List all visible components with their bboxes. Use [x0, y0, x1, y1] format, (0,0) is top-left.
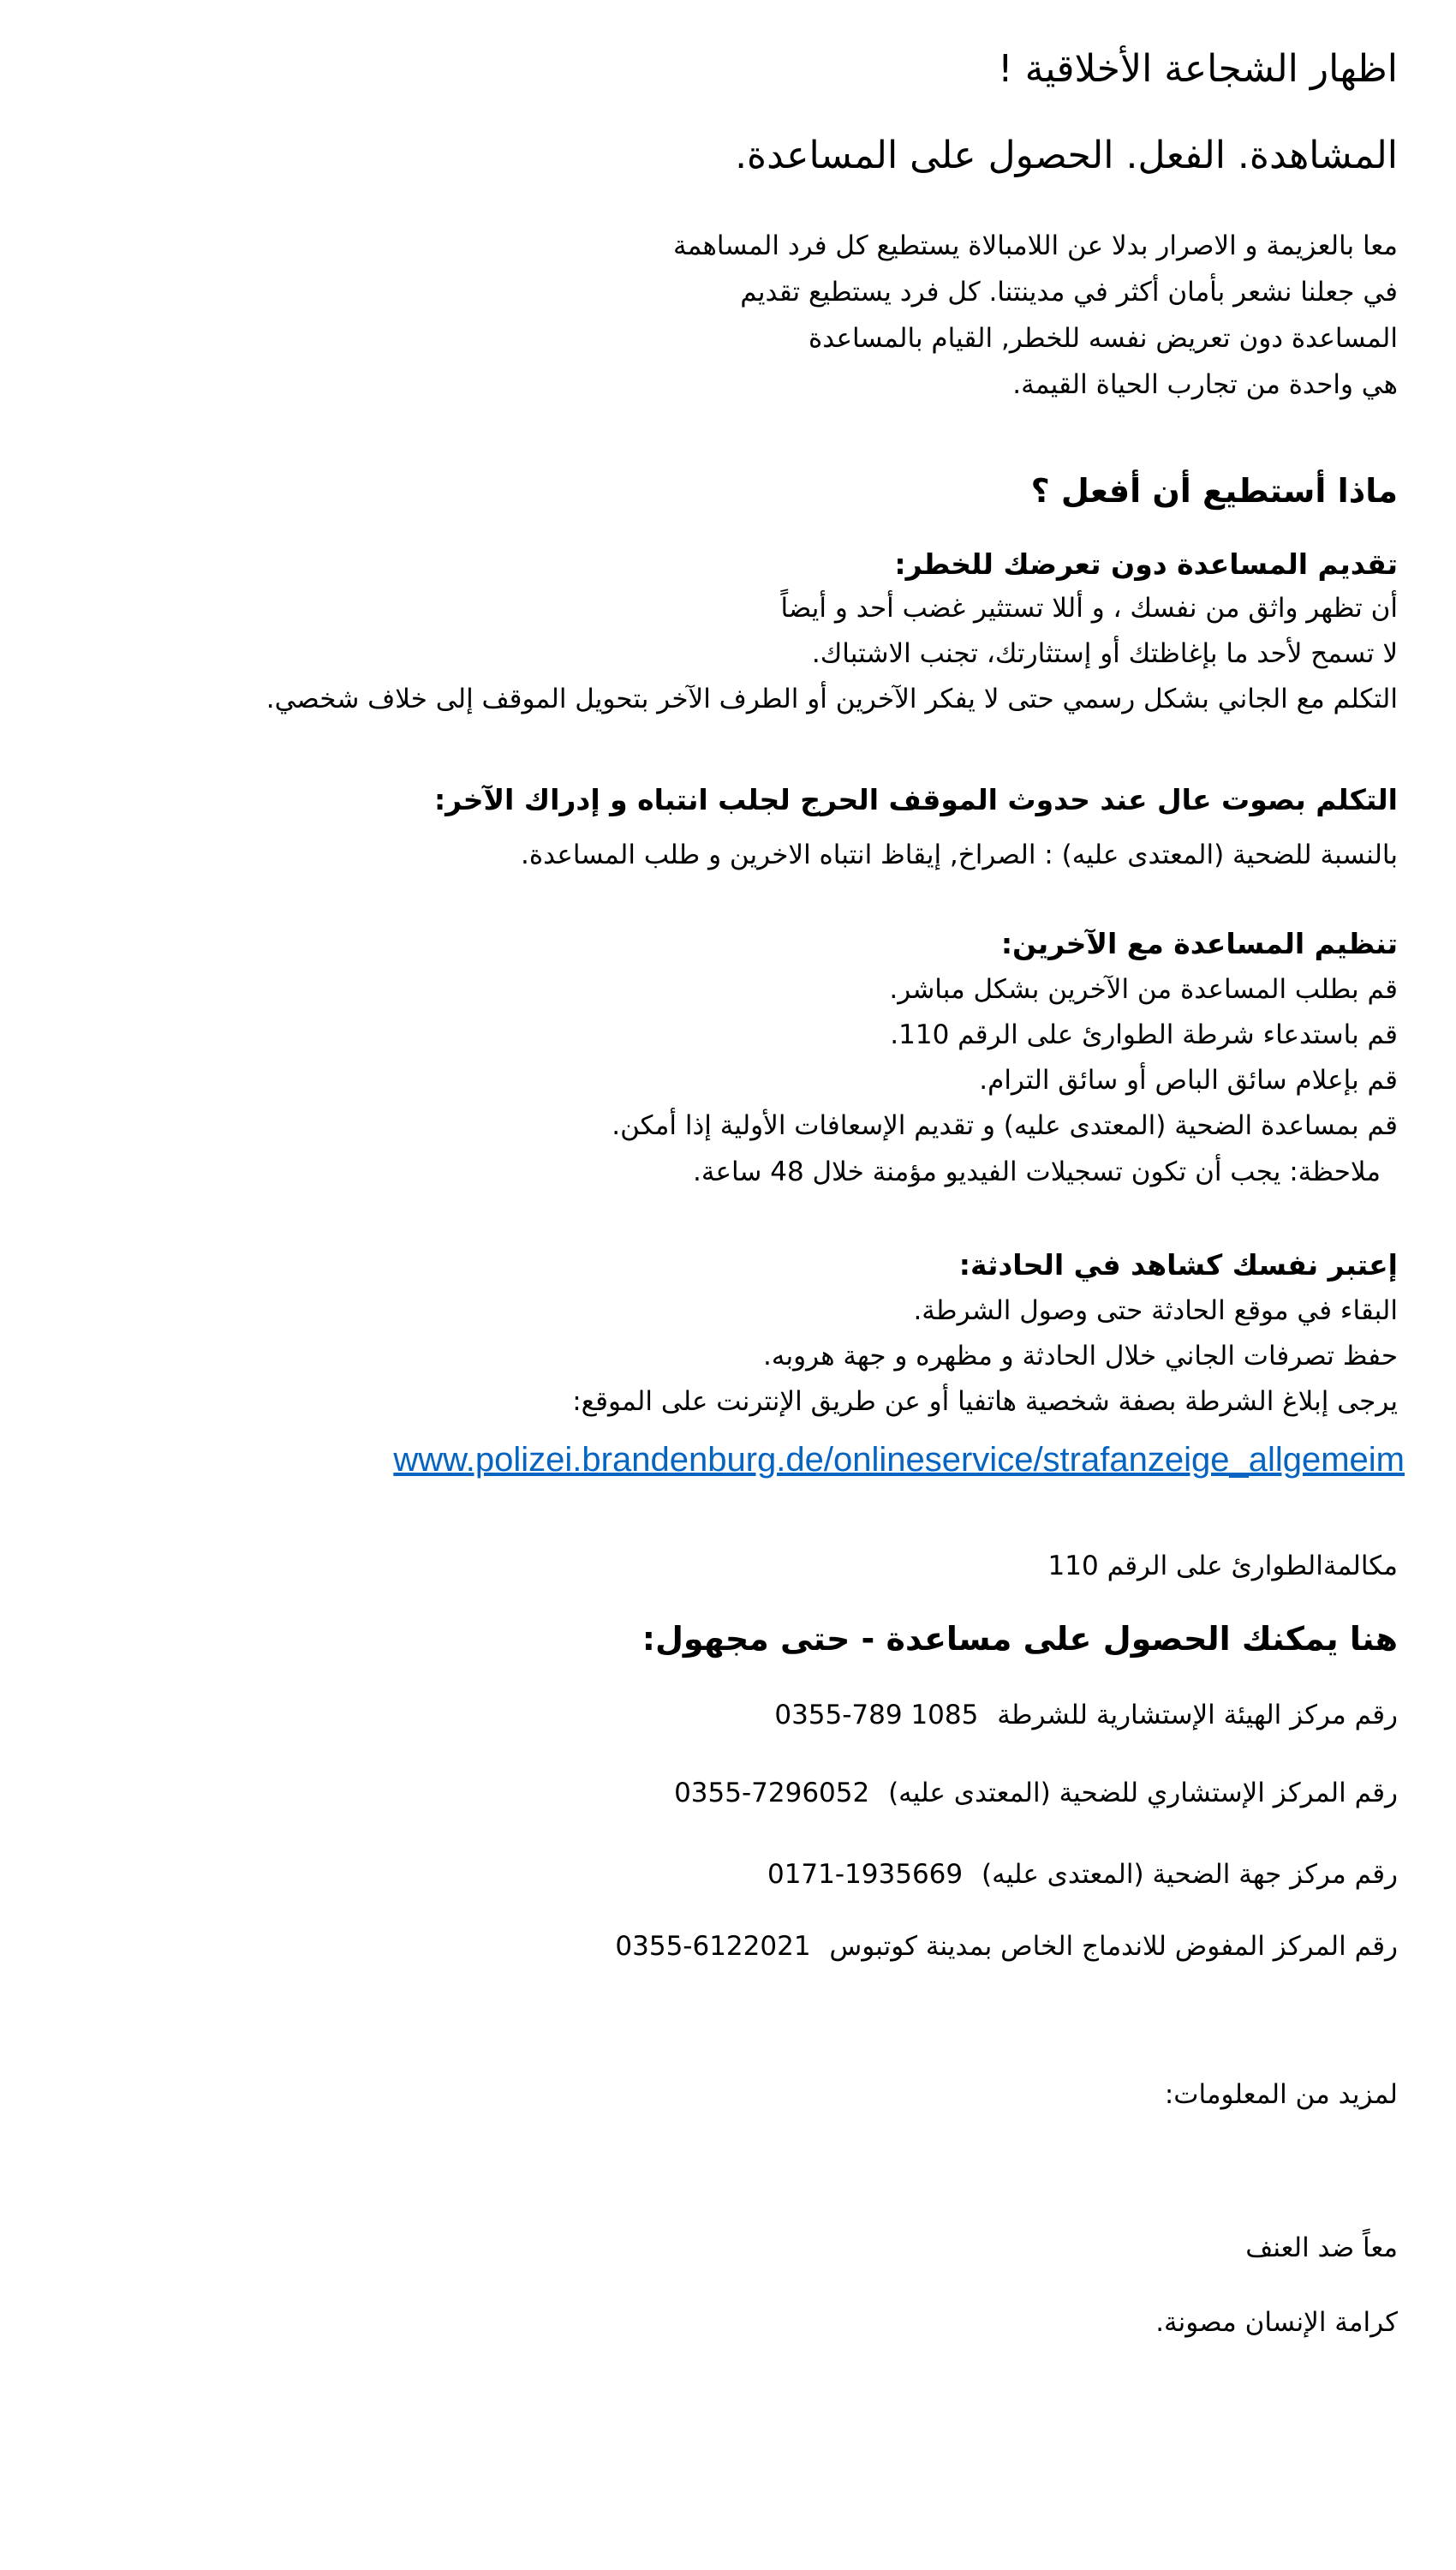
document-title: اظهار الشجاعة الأخلاقية !: [998, 47, 1398, 91]
section-line: بالنسبة للضحية (المعتدى عليه) : الصراخ, إيقاظ انتباه الاخرين و طلب المساعدة.: [521, 840, 1398, 870]
section-line: لا تسمح لأحد ما بإغاظتك أو إستثارتك، تجنب الاشتباك.: [811, 638, 1398, 669]
section-line: التكلم مع الجاني بشكل رسمي حتى لا يفكر الآخرين أو الطرف الآخر بتحويل الموقف إلى خلاف شخصي.: [266, 684, 1398, 714]
section-line: البقاء في موقع الحادثة حتى وصول الشرطة.: [913, 1295, 1398, 1326]
section-line: قم بطلب المساعدة من الآخرين بشكل مباشر.: [889, 974, 1398, 1005]
emergency-call-line: مكالمةالطوارئ على الرقم 110: [1047, 1551, 1398, 1581]
section-line: حفظ تصرفات الجاني خلال الحادثة و مظهره و جهة هروبه.: [763, 1341, 1398, 1372]
slogan-against-violence: معاً ضد العنف: [1245, 2232, 1398, 2263]
phone-number: 0171-1935669: [767, 1859, 964, 1890]
phone-number: 0355-7296052: [674, 1778, 870, 1808]
phone-number: 0355-789 1085: [774, 1700, 979, 1730]
help-anonymous-heading: هنا يمكنك الحصول على مساعدة - حتى مجهول:: [641, 1620, 1398, 1658]
section-line: يرجى إبلاغ الشرطة بصفة شخصية هاتفيا أو عن طريق الإنترنت على الموقع:: [572, 1386, 1398, 1417]
phone-number: 0355-6122021: [615, 1931, 811, 1962]
phone-label: رقم مركز جهة الضحية (المعتدى عليه): [981, 1859, 1398, 1890]
intro-line: معا بالعزيمة و الاصرار بدلا عن اللامبالاة يستطيع كل فرد المساهمة: [673, 230, 1398, 261]
intro-line: هي واحدة من تجارب الحياة القيمة.: [1012, 369, 1398, 400]
phone-line: [615, 1929, 1398, 1963]
more-info-line: لمزيد من المعلومات:: [1164, 2079, 1398, 2110]
section-line: قم باستدعاء شرطة الطوارئ على الرقم 110.: [890, 1019, 1398, 1050]
section-line: أن تظهر واثق من نفسك ، و أللا تستثير غضب أحد و أيضاً: [780, 593, 1398, 624]
phone-label: رقم المركز الإستشاري للضحية (المعتدى عليه): [888, 1778, 1398, 1808]
phone-label: رقم مركز الهيئة الإستشارية للشرطة: [997, 1700, 1398, 1730]
phone-line: [767, 1857, 1398, 1892]
section-line-note: ملاحظة: يجب أن تكون تسجيلات الفيديو مؤمنة خلال 48 ساعة.: [693, 1156, 1381, 1187]
phone-line: [674, 1776, 1398, 1810]
intro-line: في جعلنا نشعر بأمان أكثر في مدينتنا. كل فرد يستطيع تقديم: [740, 277, 1398, 308]
section-heading-no-danger: تقديم المساعدة دون تعرضك للخطر:: [894, 547, 1398, 581]
section-heading-speak-loud: التكلم بصوت عال عند حدوث الموقف الحرج لجلب انتباه و إدراك الآخر:: [433, 783, 1398, 816]
section-line: قم بإعلام سائق الباص أو سائق الترام.: [979, 1065, 1398, 1096]
police-report-url-link[interactable]: www.polizei.brandenburg.de/onlineservice/strafanzeige_allgemeim: [393, 1441, 1405, 1479]
section-heading-witness: إعتبر نفسك كشاهد في الحادثة:: [958, 1248, 1398, 1282]
section-heading-organize-help: تنظيم المساعدة مع الآخرين:: [1000, 927, 1398, 960]
document-subtitle: المشاهدة. الفعل. الحصول على المساعدة.: [735, 134, 1398, 177]
phone-label: رقم المركز المفوض للاندماج الخاص بمدينة كوتبوس: [829, 1931, 1398, 1962]
question-heading: ماذا أستطيع أن أفعل ؟: [1030, 472, 1398, 510]
slogan-human-dignity: كرامة الإنسان مصونة.: [1155, 2307, 1398, 2338]
intro-line: المساعدة دون تعريض نفسه للخطر, القيام بالمساعدة: [808, 323, 1398, 354]
phone-line: [774, 1698, 1398, 1732]
section-line: قم بمساعدة الضحية (المعتدى عليه) و تقديم الإسعافات الأولية إذا أمكن.: [612, 1110, 1398, 1141]
